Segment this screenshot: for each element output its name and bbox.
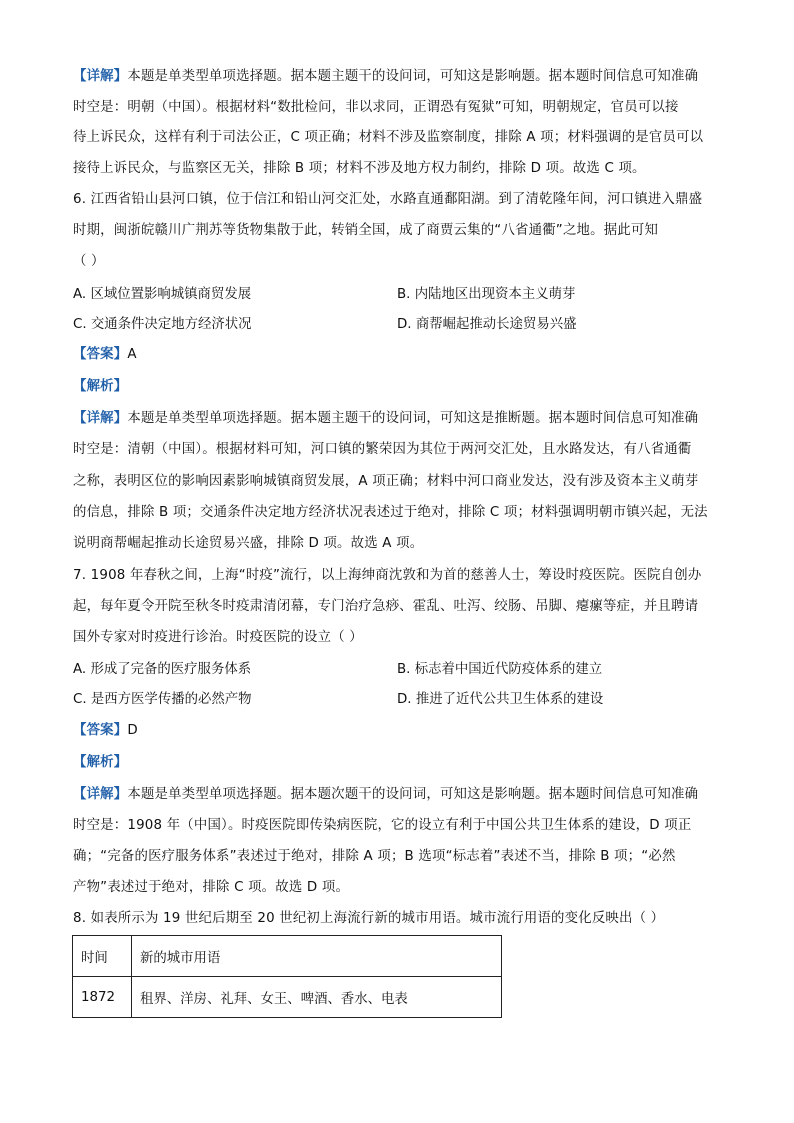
- q6-detail-line-1: 【详解】本题是单类型单项选择题。据本题主题干的设问词，可知这是推断题。据本题时间信息可知准确: [73, 411, 699, 426]
- q7-option-b: B. 标志着中国近代防疫体系的建立: [397, 662, 603, 677]
- q7-detail-line-3: 确；“完备的医疗服务体系”表述过于绝对，排除 A 项；B 选项“标志着”表述不当，排除 B 项；“必然: [73, 849, 676, 864]
- table-header-cell: 时间: [73, 936, 132, 977]
- q6-detail-line-4: 的信息，排除 B 项；交通条件决定地方经济状况表述过于绝对，排除 C 项；材料强调明朝市镇兴起，无法: [73, 505, 708, 520]
- q7-answer: [73, 721, 138, 741]
- q6-analysis-heading: [73, 377, 127, 397]
- table-header-cell: 新的城市用语: [132, 936, 502, 977]
- analysis-label: 【解析】: [73, 379, 128, 394]
- q7-detail-line-4: 产物”表述过于绝对，排除 C 项。故选 D 项。: [73, 880, 350, 895]
- table-cell: 租界、洋房、礼拜、女王、啤酒、香水、电表: [132, 977, 502, 1018]
- q5-detail-line-2: 时空是：明朝（中国）。根据材料“数批检问，非以求同，正谓恐有冤狱”可知，明朝规定，官员可以接: [73, 100, 679, 115]
- q5-detail-line-4: 接待上诉民众，与监察区无关，排除 B 项；材料不涉及地方权力制约，排除 D 项。故选 C 项。: [73, 161, 646, 176]
- q6-stem-line-3: （ ）: [73, 254, 105, 269]
- q7-detail-line-1: 【详解】本题是单类型单项选择题。据本题次题干的设问词，可知这是影响题。据本题时间信息可知准确: [73, 787, 699, 802]
- q7-detail-line-2: 时空是：1908 年（中国）。时疫医院即传染病医院，它的设立有利于中国公共卫生体系的建设，D 项正: [73, 818, 692, 833]
- q6-option-c: C. 交通条件决定地方经济状况: [73, 317, 252, 332]
- detail-label: 【详解】: [73, 411, 128, 426]
- q8-table: [72, 935, 502, 1018]
- table-row: [73, 977, 502, 1018]
- q7-stem-line-3: 国外专家对时疫进行诊治。时疫医院的设立（ ）: [73, 630, 363, 645]
- q6-detail-line-5: 说明商帮崛起推动长途贸易兴盛，排除 D 项。故选 A 项。: [73, 536, 424, 551]
- answer-label: 【答案】: [73, 347, 128, 362]
- answer-label: 【答案】: [73, 723, 128, 738]
- answer-value: A: [127, 347, 137, 362]
- table-header-row: [73, 936, 502, 977]
- analysis-label: 【解析】: [73, 755, 128, 770]
- q5-detail-line-3: 待上诉民众，这样有利于司法公正，C 项正确；材料不涉及监察制度，排除 A 项；材料强调的是官员可以: [73, 130, 704, 145]
- table-cell: 1872: [73, 977, 132, 1018]
- q6-stem-line-2: 时期，闽浙皖赣川广荆苏等货物集散于此，转销全国，成了商贾云集的“八省通衢”之地。据此可知: [73, 223, 659, 238]
- q7-option-d: D. 推进了近代公共卫生体系的建设: [397, 692, 604, 707]
- detail-label: 【详解】: [73, 787, 128, 802]
- q6-detail-line-3: 之称，表明区位的影响因素影响城镇商贸发展，A 项正确；材料中河口商业发达，没有涉及资本主义萌芽: [73, 474, 699, 489]
- q7-analysis-heading: [73, 753, 127, 773]
- q6-stem-line-1: 6. 江西省铅山县河口镇，位于信江和铅山河交汇处，水路直通鄱阳湖。到了清乾隆年间，河口镇进入鼎盛: [73, 192, 703, 207]
- q7-option-c: C. 是西方医学传播的必然产物: [73, 692, 252, 707]
- q7-stem-line-1: 7. 1908 年春秋之间，上海“时疫”流行，以上海绅商沈敦和为首的慈善人士，筹设时疫医院。医院自创办: [73, 568, 702, 583]
- detail-label: 【详解】: [73, 69, 128, 84]
- q6-option-d: D. 商帮崛起推动长途贸易兴盛: [397, 317, 577, 332]
- q6-detail-line-2: 时空是：清朝（中国）。根据材料可知，河口镇的繁荣因为其位于两河交汇处，且水路发达，有八省通衢: [73, 442, 692, 457]
- q6-answer: [73, 345, 137, 365]
- q7-option-a: A. 形成了完备的医疗服务体系: [73, 662, 252, 677]
- q6-option-b: B. 内陆地区出现资本主义萌芽: [397, 287, 576, 302]
- q7-stem-line-2: 起，每年夏令开院至秋冬时疫肃清闭幕，专门治疗急痧、霍乱、吐泻、绞肠、吊脚、瘪瘰等症，并且聘请: [73, 599, 699, 614]
- q5-detail-line-1: 【详解】本题是单类型单项选择题。据本题主题干的设问词，可知这是影响题。据本题时间信息可知准确: [73, 69, 699, 84]
- q8-stem: 8. 如表所示为 19 世纪后期至 20 世纪初上海流行新的城市用语。城市流行用语的变化反映出（ ）: [73, 911, 665, 926]
- q6-option-a: A. 区域位置影响城镇商贸发展: [73, 287, 252, 302]
- answer-value: D: [127, 723, 138, 738]
